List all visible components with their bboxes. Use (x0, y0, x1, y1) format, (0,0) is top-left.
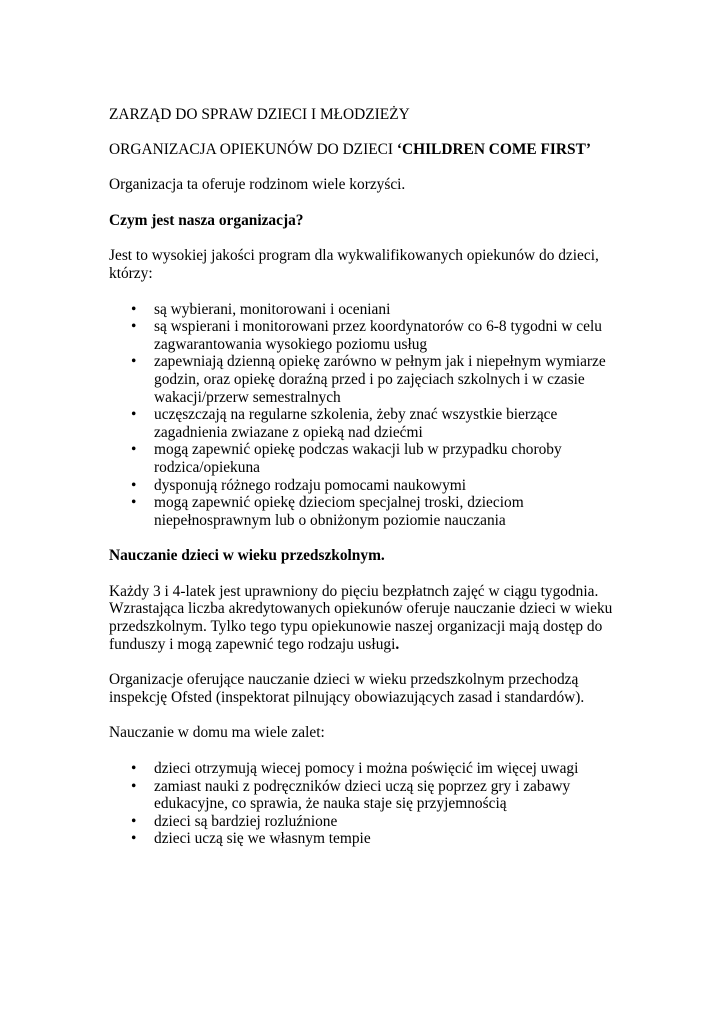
organization-title (109, 141, 629, 159)
list-item (109, 406, 629, 441)
list-item-text: zamiast nauki z podręczników dzieci uczą się poprzez gry i zabawy edukacyjne, co sprawia, że nauka staje się przyjemnością (154, 777, 571, 813)
list-item-text: uczęszczają na regularne szkolenia, żeby znać wszystkie bierzące zagadnienia zwiazane z opieką nad dziećmi (154, 406, 558, 441)
bullet-icon: • (131, 494, 137, 512)
home-learning-advantages-list (109, 760, 629, 848)
preschool-paragraph-2: Organizacje oferujące nauczanie dzieci w wieku przedszkolnym przechodzą inspekcję Ofsted (inspektorat pilnujący obowiazujących zasad i standardów). (109, 671, 585, 706)
list-item-text: dzieci uczą się we własnym tempie (154, 830, 371, 848)
list-item (109, 813, 629, 831)
list-item-text: zapewniają dzienną opiekę zarówno w pełnym jak i niepełnym wymiarze godzin, oraz opiekę doraźną przed i po zajęciach szkolnych i w czasie wakacji/przerw semestralnych (154, 353, 606, 406)
list-item-text: są wspierani i monitorowani przez koordynatorów co 6-8 tygodni w celu zagwarantowania wysokiego poziomu usług (154, 318, 602, 353)
bullet-icon: • (131, 476, 137, 494)
preschool-paragraph-1-text: Każdy 3 i 4-latek jest uprawniony do pięciu bezpłatnch zajęć w ciągu tygodnia. Wzrastająca liczba akredytowanych opiekunów oferuje nauczanie dzieci w wieku przedszkolnym. Tylko tego typu opiekunowie naszej organizacji mają dostęp do funduszy i mogą zapewnić tego rodzaju usługi (109, 582, 613, 653)
preschool-paragraph-1 (109, 583, 629, 653)
list-item-text: mogą zapewnić opiekę dzieciom specjalnej troski, dzieciom niepełnosprawnym lub o obniżonym poziomie nauczania (154, 494, 524, 529)
list-item (109, 318, 629, 353)
section-heading-preschool: Nauczanie dzieci w wieku przedszkolnym. (109, 547, 385, 565)
bullet-icon: • (131, 406, 137, 424)
bullet-icon: • (131, 760, 137, 778)
document-page (109, 106, 629, 848)
list-item (109, 494, 629, 529)
bullet-icon: • (131, 812, 137, 830)
preschool-paragraph-3: Nauczanie w domu ma wiele zalet: (109, 724, 325, 742)
document-header: ZARZĄD DO SPRAW DZIECI I MŁODZIEŻY (109, 106, 410, 123)
bullet-icon: • (131, 353, 137, 371)
preschool-paragraph-1-end: . (395, 635, 400, 653)
bullet-icon: • (131, 441, 137, 459)
list-item (109, 830, 629, 848)
caregiver-features-list (109, 301, 629, 530)
list-item (109, 778, 629, 813)
intro-paragraph: Organizacja ta oferuje rodzinom wiele korzyści. (109, 176, 406, 194)
organization-name: ‘CHILDREN COME FIRST’ (396, 140, 591, 158)
bullet-icon: • (131, 830, 137, 848)
bullet-icon: • (131, 318, 137, 336)
list-item (109, 301, 629, 319)
about-intro-paragraph: Jest to wysokiej jakości program dla wykwalifikowanych opiekunów do dzieci, którzy: (109, 247, 599, 282)
bullet-icon: • (131, 777, 137, 795)
list-item-text: dzieci są bardziej rozluźnione (154, 812, 338, 830)
list-item-text: dysponują różnego rodzaju pomocami naukowymi (154, 476, 467, 494)
list-item-text: dzieci otrzymują wiecej pomocy i można poświęcić im więcej uwagi (154, 760, 579, 778)
list-item (109, 477, 629, 495)
list-item-text: mogą zapewnić opiekę podczas wakacji lub w przypadku choroby rodzica/opiekuna (154, 441, 562, 476)
section-heading-about: Czym jest nasza organizacja? (109, 211, 304, 229)
organization-title-prefix: ORGANIZACJA OPIEKUNÓW DO DZIECI (109, 140, 397, 158)
bullet-icon: • (131, 300, 137, 318)
list-item (109, 441, 629, 476)
list-item (109, 760, 629, 778)
list-item (109, 353, 629, 406)
list-item-text: są wybierani, monitorowani i oceniani (154, 300, 391, 318)
